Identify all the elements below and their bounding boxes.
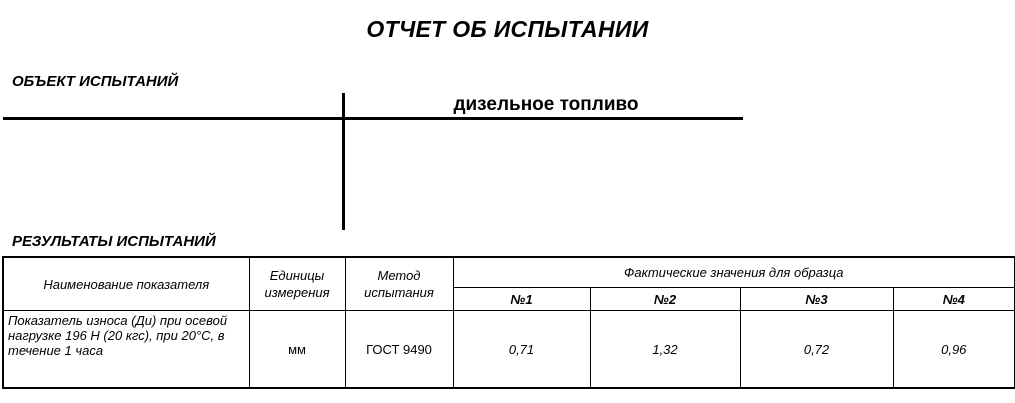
value-sample-4: 0,96	[893, 311, 1015, 389]
value-sample-3: 0,72	[740, 311, 893, 389]
table-row	[3, 311, 1015, 389]
report-title: ОТЧЕТ ОБ ИСПЫТАНИИ	[366, 16, 649, 42]
table-header-row	[3, 257, 1015, 288]
header-sample-1: №1	[453, 288, 590, 311]
header-unit: Единицы измерения	[249, 257, 345, 311]
header-actual-values: Фактические значения для образца	[453, 257, 1015, 288]
header-name: Наименование показателя	[3, 257, 249, 311]
header-sample-2: №2	[590, 288, 740, 311]
vertical-divider	[342, 93, 345, 230]
header-sample-4: №4	[893, 288, 1015, 311]
param-unit: мм	[249, 311, 345, 389]
results-heading: РЕЗУЛЬТАТЫ ИСПЫТАНИЙ	[12, 233, 216, 250]
results-table	[2, 256, 1015, 389]
object-value: дизельное топливо	[453, 94, 639, 115]
value-sample-2: 1,32	[590, 311, 740, 389]
header-sample-3: №3	[740, 288, 893, 311]
horizontal-divider	[3, 117, 743, 120]
param-name: Показатель износа (Ди) при осевой нагрузке 196 Н (20 кгс), при 20°С, в течение 1 часа	[3, 311, 249, 389]
value-sample-1: 0,71	[453, 311, 590, 389]
param-method: ГОСТ 9490	[345, 311, 453, 389]
object-heading: ОБЪЕКТ ИСПЫТАНИЙ	[12, 73, 179, 90]
header-method: Метод испытания	[345, 257, 453, 311]
